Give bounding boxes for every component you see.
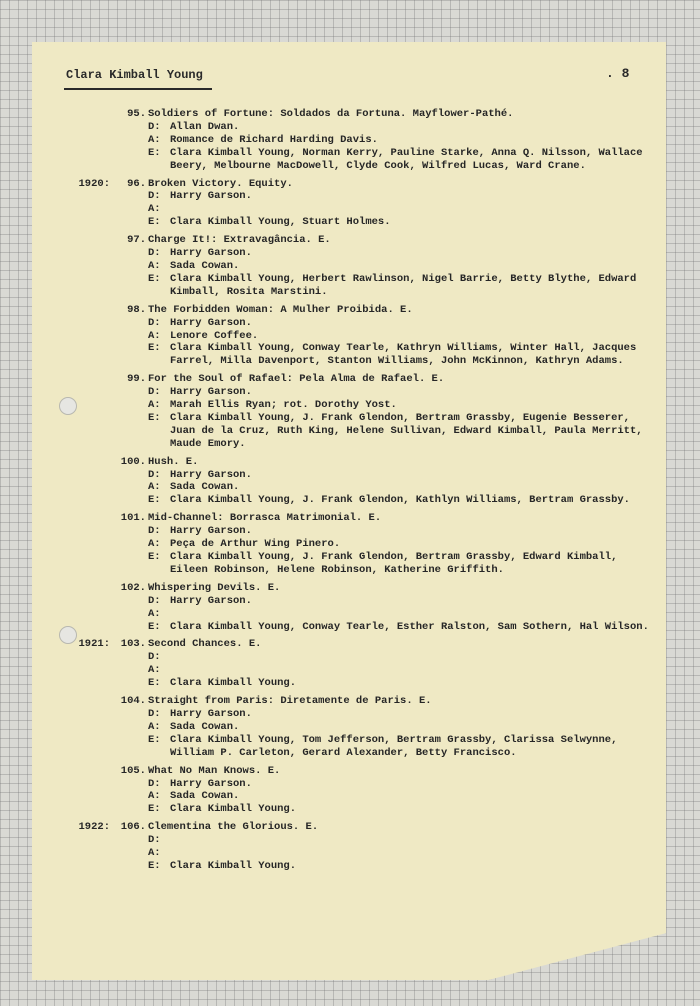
entry-year: 1922: [78,821,110,834]
entry-number: 96. [127,177,146,190]
entry-number: 100. [120,455,146,468]
cast: Clara Kimball Young, Conway Tearle, Kathryn Williams, Winter Hall, Jacques Farrel, Milla Davenport, Stanton Williams, John McKinnon, Kathryn Adams. [170,342,637,368]
entry-number: 101. [120,512,146,525]
director: Harry Garson. [170,386,252,399]
page-number: . 8 [606,66,630,81]
entry-title: Second Chances. E. [148,638,262,651]
filmography-list [60,108,650,878]
director: Harry Garson. [170,190,252,203]
director: Harry Garson. [170,707,252,720]
cast: Clara Kimball Young. [170,859,297,872]
entry-title: Mid-Channel: Borrasca Matrimonial. E. [148,512,382,525]
author [170,203,650,216]
cast: Clara Kimball Young, Tom Jefferson, Bertram Grassby, Clarissa Selwynne, William P. Carleton, Gerard Alexander, Betty Francisco. [170,733,618,759]
cast-line: E: Clara Kimball Young, Stuart Holmes. [148,216,650,229]
director-line: D: Harry Garson. [148,469,650,482]
film-entry [60,695,650,760]
entry-title: Straight from Paris: Diretamente de Paris. E. [148,695,432,708]
author: Marah Ellis Ryan; rot. Dorothy Yost. [170,399,397,412]
cast-line: E: Clara Kimball Young, Tom Jefferson, Bertram Grassby, Clarissa Selwynne, William P. Carleton, Gerard Alexander, Betty Francisco. [148,734,650,760]
film-entry [60,108,650,173]
director: Harry Garson. [170,777,252,790]
cast: Clara Kimball Young, J. Frank Glendon, Bertram Grassby, Eugenie Besserer, Juan de la Cruz, Ruth King, Helene Sullivan, Edward Kimball, Paula Merritt, Maude Emory. [170,411,643,450]
author: Sada Cowan. [170,720,240,733]
entry-title: Broken Victory. Equity. [148,177,293,190]
cast-line: E: Clara Kimball Young. [148,803,650,816]
entry-number: 95. [127,108,146,120]
cast: Clara Kimball Young, J. Frank Glendon, Kathlyn Williams, Bertram Grassby. [170,494,630,507]
entry-year: 1921: [78,638,110,651]
entry-title: Charge It!: Extravagância. E. [148,234,331,247]
cast: Clara Kimball Young. [170,677,297,690]
director: Harry Garson. [170,316,252,329]
author-line: A: [148,608,650,621]
film-entry [60,373,650,450]
entry-number: 106. [120,821,146,834]
cast: Clara Kimball Young, Herbert Rawlinson, Nigel Barrie, Betty Blythe, Edward Kimball, Rosita Marstini. [170,272,637,298]
director-line: D: [148,651,650,664]
author: Sada Cowan. [170,259,240,272]
author-line: A: Marah Ellis Ryan; rot. Dorothy Yost. [148,399,650,412]
film-entry [60,178,650,230]
author-line: A: [148,847,650,860]
entry-title: Hush. E. [148,455,199,468]
director-line: D: Harry Garson. [148,595,650,608]
author: Sada Cowan. [170,481,240,494]
director-line: D: Harry Garson. [148,190,650,203]
author [170,664,650,677]
entry-title: Soldiers of Fortune: Soldados da Fortuna. Mayflower-Pathé. [148,108,514,120]
director-line: D: [148,834,650,847]
entry-number: 103. [120,638,146,651]
film-entry [60,638,650,690]
entry-number: 99. [127,373,146,386]
director [170,834,650,847]
entry-title: Whispering Devils. E. [148,581,281,594]
director-line: D: Harry Garson. [148,525,650,538]
film-entry [60,456,650,508]
author [170,608,650,621]
cast-line: E: Clara Kimball Young, Conway Tearle, Esther Ralston, Sam Sothern, Hal Wilson. [148,620,649,633]
author-line: A: Lenore Coffee. [148,330,650,343]
entry-number: 102. [120,581,146,594]
film-entry [60,234,650,299]
entry-number: 105. [120,764,146,777]
entry-number: 104. [120,695,146,708]
director: Allan Dwan. [170,120,240,133]
director-line: D: Harry Garson. [148,708,650,721]
author-line: A: Sada Cowan. [148,721,650,734]
author: Romance de Richard Harding Davis. [170,133,378,146]
author [170,847,650,860]
director-line: D: Harry Garson. [148,386,650,399]
entry-year: 1920: [78,177,110,190]
director: Harry Garson. [170,525,252,538]
entry-title: For the Soul of Rafael: Pela Alma de Rafael. E. [148,373,445,386]
entry-number: 98. [127,303,146,316]
entry-number: 97. [127,234,146,247]
cast-line: E: Clara Kimball Young, J. Frank Glendon, Bertram Grassby, Edward Kimball, Eileen Robinson, Helene Robinson, Katherine Griffith. [148,551,650,577]
author-line: A: [148,664,650,677]
cast: Clara Kimball Young, J. Frank Glendon, Bertram Grassby, Edward Kimball, Eileen Robinson, Helene Robinson, Katherine Griffith. [170,551,618,576]
author-line: A: Sada Cowan. [148,790,650,803]
director-line: D: Harry Garson. [148,778,650,791]
cast: Clara Kimball Young, Stuart Holmes. [170,216,391,229]
author-line: A: Sada Cowan. [148,481,650,494]
cast-line: E: Clara Kimball Young, J. Frank Glendon, Bertram Grassby, Eugenie Besserer, Juan de la Cruz, Ruth King, Helene Sullivan, Edward Kimball, Paula Merritt, Maude Emory. [148,412,650,451]
director-line: D: Allan Dwan. [148,121,650,134]
director: Harry Garson. [170,594,252,607]
header-underline [64,88,212,90]
cast: Clara Kimball Young, Conway Tearle, Esther Ralston, Sam Sothern, Hal Wilson. [170,620,649,633]
entry-title: The Forbidden Woman: A Mulher Proibida. E. [148,303,413,316]
cast-line: E: Clara Kimball Young, Conway Tearle, Kathryn Williams, Winter Hall, Jacques Farrel, Milla Davenport, Stanton Williams, John McKinnon, Kathryn Adams. [148,342,650,368]
header-name: Clara Kimball Young [66,68,203,82]
cast-line: E: Clara Kimball Young. [148,860,650,873]
entry-title: Clementina the Glorious. E. [148,821,319,834]
film-entry [60,304,650,369]
author-line: A: Romance de Richard Harding Davis. [148,134,650,147]
author-line: A: Peça de Arthur Wing Pinero. [148,538,650,551]
cast-line: E: Clara Kimball Young, Herbert Rawlinson, Nigel Barrie, Betty Blythe, Edward Kimball, Rosita Marstini. [148,273,650,299]
director-line: D: Harry Garson. [148,317,650,330]
director: Harry Garson. [170,247,252,260]
film-entry [60,512,650,577]
cast: Clara Kimball Young. [170,803,297,816]
entry-title: What No Man Knows. E. [148,764,281,777]
author: Sada Cowan. [170,790,240,803]
film-entry [60,765,650,817]
cast-line: E: Clara Kimball Young. [148,677,650,690]
author: Peça de Arthur Wing Pinero. [170,538,341,551]
cast-line: E: Clara Kimball Young, J. Frank Glendon, Kathlyn Williams, Bertram Grassby. [148,494,650,507]
author-line: A: [148,203,650,216]
cast: Clara Kimball Young, Norman Kerry, Pauline Starke, Anna Q. Nilsson, Wallace Beery, Melbourne MacDowell, Clyde Cook, Wilfred Lucas, Ward Crane. [170,146,643,172]
director: Harry Garson. [170,468,252,481]
author-line: A: Sada Cowan. [148,260,650,273]
director-line: D: Harry Garson. [148,247,650,260]
film-entry [60,821,650,873]
cast-line: E: Clara Kimball Young, Norman Kerry, Pauline Starke, Anna Q. Nilsson, Wallace Beery, Melbourne MacDowell, Clyde Cook, Wilfred Lucas, Ward Crane. [148,147,650,173]
director [170,651,650,664]
author: Lenore Coffee. [170,329,259,342]
film-entry [60,582,650,634]
